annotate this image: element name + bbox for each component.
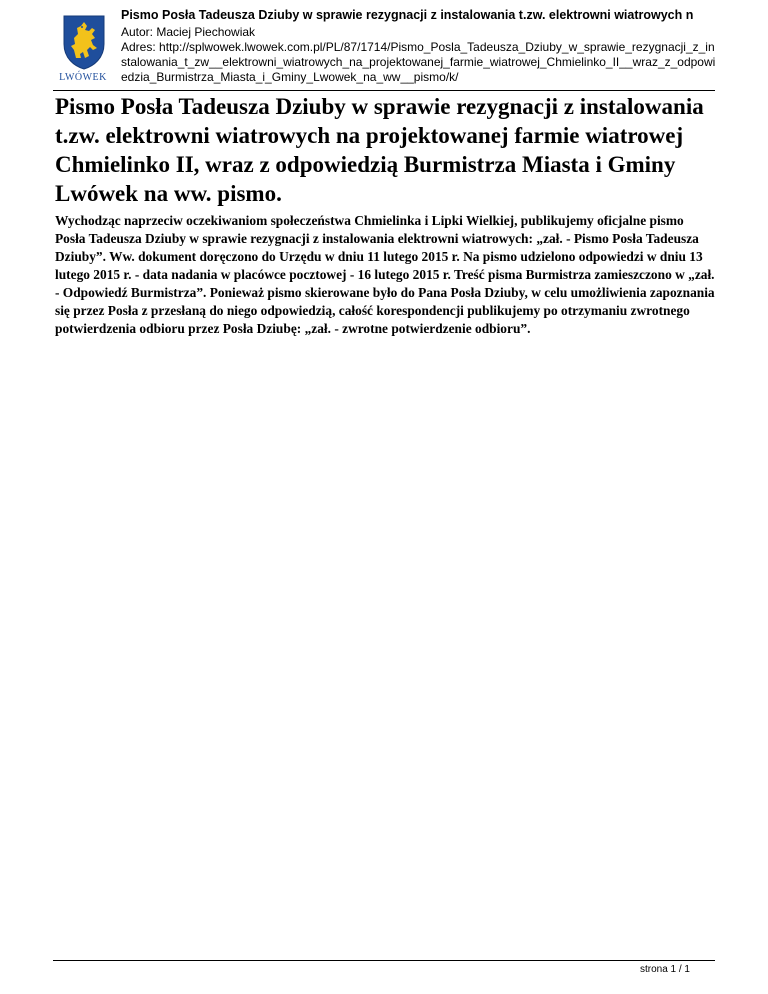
lwowek-logo — [54, 14, 112, 86]
lion-crest-icon — [62, 14, 106, 70]
meta-title: Pismo Posła Tadeusza Dziuby w sprawie rezygnacji z instalowania t.zw. elektrowni wiatrowych n — [121, 8, 694, 22]
header-divider — [53, 90, 715, 91]
document-meta — [121, 8, 768, 85]
meta-author: Autor: Maciej Piechowiak — [121, 25, 256, 39]
page-number: strona 1 / 1 — [639, 964, 690, 975]
meta-address-link[interactable]: Adres: http://splwowek.lwowek.com.pl/PL/87/1714/Pismo_Posla_Tadeusza_Dziuby_w_sprawie_rezygnacji_z_instalowania_t_zw__elektrowni_wiatrowych_na_projektowanej_farmie_wiatrowej_Chmielinko_II__wraz_z_odpowiedzia_Burmistrza_Miasta_i_Gminy_Lwowek_na_ww__pismo/k/ — [121, 40, 716, 84]
article-body: Wychodząc naprzeciw oczekiwaniom społeczeństwa Chmielinka i Lipki Wielkiej, publikujemy oficjalne pismo Posła Tadeusza Dziuby w sprawie rezygnacji z instalowania elektrowni wiatrowych: „zał. - Pismo Posła Tadeusza Dziuby”. Ww. dokument doręczono do Urzędu w dniu 11 lutego 2015 r. Na pismo udzielono odpowiedzi w dniu 13 lutego 2015 r. - data nadania w placówce pocztowej - 16 lutego 2015 r. Treść pisma Burmistrza zamieszczono w „zał. - Odpowiedź Burmistrza”. Ponieważ pismo skierowane było do Pana Posła Dziuby, w celu umożliwienia zapoznania się przez Posła z przesłaną do niego odpowiedzią, całość korespondencji publikujemy po otrzymaniu zwrotnego potwierdzenia odbioru przez Posła Dziubę: „zał. - zwrotne potwierdzenie odbioru”. — [55, 213, 715, 336]
article-title: Pismo Posła Tadeusza Dziuby w sprawie rezygnacji z instalowania t.zw. elektrowni wiatrowych na projektowanej farmie wiatrowej Chmielinko II, wraz z odpowiedzią Burmistrza Miasta i Gminy Lwówek na ww. pismo. — [55, 94, 704, 206]
document-header — [0, 0, 768, 92]
logo-wordmark: LWÓWEK — [59, 72, 107, 83]
footer-divider — [53, 960, 715, 961]
